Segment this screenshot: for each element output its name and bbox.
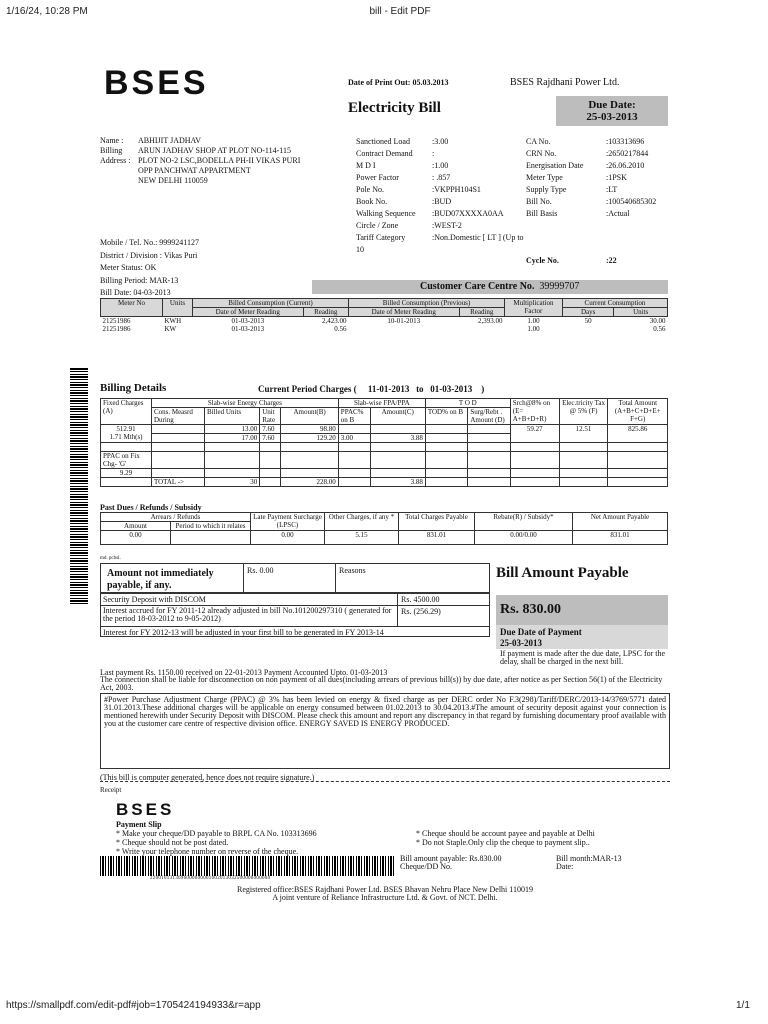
account-key: CRN No. xyxy=(526,149,557,158)
total-units: 30 xyxy=(205,478,260,487)
rebate-value: 0.00/0.00 xyxy=(475,531,573,545)
connection-key: Circle / Zone xyxy=(356,221,399,230)
slip-bill-month: Bill month:MAR-13 xyxy=(556,854,622,863)
security-deposit-box xyxy=(100,593,490,637)
th-prev-reading: Reading xyxy=(459,308,504,317)
connection-value: :VKPPH104S1 xyxy=(432,185,481,194)
interest-value-1: Rs. (256.29) xyxy=(401,607,441,616)
connection-key: Walking Sequence xyxy=(356,209,416,218)
connection-key: Contract Demand xyxy=(356,149,413,158)
account-value: :2650217844 xyxy=(606,149,649,158)
meter-row xyxy=(101,325,668,333)
r1-amount: 98.80 xyxy=(281,425,338,434)
connection-row xyxy=(356,196,526,208)
interest-note-2: Interest for FY 2012-13 will be adjusted in your first bill to be generated in FY 2013-14 xyxy=(103,628,384,637)
slip-line-1: * Make your cheque/DD payable to BRPL CA No. 103313696 xyxy=(116,829,317,838)
total-value: 825.86 xyxy=(608,425,668,443)
other-value: 5.15 xyxy=(325,531,399,545)
srch-value: 59.27 xyxy=(510,425,559,443)
due-date-box xyxy=(556,96,668,126)
due-date-payment-value: 25-03-2013 xyxy=(500,638,542,648)
payment-barcode xyxy=(100,856,396,876)
account-row xyxy=(526,160,671,172)
connection-row xyxy=(356,232,526,256)
th-amount-c: Amount(C) xyxy=(370,408,425,425)
slip-amount: Bill amount payable: Rs.830.00 xyxy=(400,854,502,863)
meter-cell-mf: 1.00 xyxy=(527,317,540,325)
meter-cell-cread: 0.56 xyxy=(334,325,347,333)
bill-amount-payable-title: Bill Amount Payable xyxy=(496,565,629,581)
account-value: :100540685302 xyxy=(606,197,657,206)
billing-line: ARUN JADHAV SHOP AT PLOT NO-114-115 xyxy=(138,146,291,155)
r2-billed: 17.00 xyxy=(205,434,260,443)
th-total-amount: Total Amount (A+B+C+D+E+ F+G) xyxy=(608,399,668,425)
address-line-1: PLOT NO-2 LSC,BODELLA PH-II VIKAS PURI xyxy=(138,156,301,165)
th-meter-no: Meter No xyxy=(101,299,163,317)
mobile-value: 9999241127 xyxy=(159,238,199,247)
meter-status-value: OK xyxy=(144,263,157,272)
disconnection-notice: The connection shall be liable for disconnection on non payment of all dues(including arrears of previous bill(s)) by due date, after notice as per Section 56(1) of the Electricity Act, 2003. xyxy=(100,675,663,692)
arrears-amount: 0.00 xyxy=(101,531,171,545)
account-details xyxy=(526,136,671,220)
total-label: TOTAL -> xyxy=(151,478,204,487)
bill-amount-value: Rs. 830.00 xyxy=(496,595,668,625)
computer-generated-note: (This bill is computer generated, hence does not require signature.) xyxy=(100,773,315,782)
meter-cell-unit: KWH xyxy=(164,317,182,325)
th-slab-fpa: Slab-wise FPA/PPA xyxy=(338,399,425,408)
connection-key: Tariff Category xyxy=(356,233,406,242)
th-billed-previous: Billed Consumption (Previous) xyxy=(348,299,504,308)
print-title: bill - Edit PDF xyxy=(369,6,431,17)
connection-row xyxy=(356,172,526,184)
connection-row xyxy=(356,220,526,232)
due-date-value: 25-03-2013 xyxy=(586,111,638,123)
print-date-label: Date of Print Out: xyxy=(348,78,411,87)
th-slab-energy: Slab-wise Energy Charges xyxy=(151,399,338,408)
account-row xyxy=(526,172,671,184)
th-other: Other Charges, if any * xyxy=(325,513,399,531)
company-name: BSES Rajdhani Power Ltd. xyxy=(510,77,620,88)
mobile-label: Mobile / Tel. No.: xyxy=(100,238,158,247)
connection-value: :WEST-2 xyxy=(432,221,462,230)
cut-line xyxy=(100,781,670,782)
th-surg: Surg/Rebt . Amount (D) xyxy=(468,408,510,425)
meter-table xyxy=(100,298,668,333)
account-row xyxy=(526,148,671,160)
meter-cell-meter: 21251986 xyxy=(102,317,131,325)
meter-cell-pdate xyxy=(348,325,459,333)
th-days: Days xyxy=(562,308,613,317)
account-key: Supply Type xyxy=(526,185,567,194)
billing-details-table xyxy=(100,398,668,487)
connection-value: :Non.Domestic [ LT ] (Up to 10 xyxy=(356,233,524,254)
meter-status-label: Meter Status: xyxy=(100,263,143,272)
connection-key: Sanctioned Load xyxy=(356,137,410,146)
th-fixed: Fixed Charges (A) xyxy=(101,399,152,425)
meter-cell-meter: 21251986 xyxy=(102,325,131,333)
connection-details xyxy=(356,136,526,256)
th-prev-date: Date of Meter Reading xyxy=(348,308,459,317)
th-tod-b: TOD% on B xyxy=(425,408,467,425)
meter-cell-units: 0.56 xyxy=(653,325,666,333)
sd-label: Security Deposit with DISCOM xyxy=(103,595,206,604)
account-value: :103313696 xyxy=(606,137,645,146)
meter-cell-unit: KW xyxy=(164,325,177,333)
fixed-charges xyxy=(101,425,152,443)
th-ppac: PPAC% on B xyxy=(338,408,370,425)
meter-cell-pread: 2,393.00 xyxy=(477,317,503,325)
ppac-notice: #Power Purchase Adjustment Charge (PPAC) @ 3% has been levied on energy & fixed charge as per DERC order No F.3(298)/Tariff/DERC/2013-14/3769/5771 dated 31.01.2013.These additional charges will be applicable on energy consumed between 01.02.2013 to 30.04.2013.#The amount of security deposit against your connection is mentioned herewith under Security Deposit with DISCOM. Please check this amount and report any discrepancy in that regard by furnishing documentary proof available with you at the customer care centre of respective division office. ENERGY SAVED IS ENERGY PRODUCED. xyxy=(100,693,670,769)
cycle-value: :22 xyxy=(606,256,617,265)
registered-office: Registered office:BSES Rajdhani Power Ltd. BSES Bhavan Nehru Place New Delhi 110019 xyxy=(237,885,533,894)
account-key: Energisation Date xyxy=(526,161,584,170)
not-immediate-amount: Rs. 0.00 xyxy=(247,566,274,575)
slip-right-2: * Do not Staple.Only clip the cheque to payment slip.. xyxy=(416,838,590,847)
customer-info xyxy=(100,136,350,186)
total-charges-value: 831.01 xyxy=(399,531,475,545)
barcode-text: 2200101313696000000001002013032500000000000 xyxy=(150,876,271,881)
past-dues-title: Past Dues / Refunds / Subsidy xyxy=(100,503,202,512)
connection-row xyxy=(356,208,526,220)
th-tod: T O D xyxy=(425,399,510,408)
print-datetime: 1/16/24, 10:28 PM xyxy=(6,6,88,17)
account-key: Meter Type xyxy=(526,173,563,182)
th-cons: Cons. Measrd During xyxy=(151,408,204,425)
r2-ppac: 3.00 xyxy=(338,434,370,443)
meter-row xyxy=(101,317,668,326)
th-rebate: Rebate(R) / Subsidy* xyxy=(475,513,573,531)
th-total-charges: Total Charges Payable xyxy=(399,513,475,531)
meter-cell-days: 50 xyxy=(584,317,592,325)
fixed-amount: 512.91 xyxy=(116,425,136,433)
due-date-label: Due Date: xyxy=(588,99,636,111)
meter-cell-units: 30.00 xyxy=(649,317,666,325)
interest-note-1: Interest accrued for FY 2011-12 already adjusted in bill No.101200297310 ( generated for the period 18-03-2012 to 9-05-2012) xyxy=(103,606,392,623)
total-b: 228.00 xyxy=(281,478,338,487)
print-url[interactable]: https://smallpdf.com/edit-pdf#job=1705424194933&r=app xyxy=(6,1000,261,1011)
lpsc-value: 0.00 xyxy=(251,531,325,545)
th-net: Net Amount Payable xyxy=(573,513,668,531)
th-unit-rate: Unit Rate xyxy=(260,408,281,425)
connection-key: Book No. xyxy=(356,197,388,206)
care-label: Customer Care Centre No. xyxy=(420,281,535,292)
district-value: Vikas Puri xyxy=(163,250,198,260)
th-cur-date: Date of Meter Reading xyxy=(193,308,304,317)
account-row xyxy=(526,196,671,208)
bill-title: Electricity Bill xyxy=(348,100,441,116)
meter-cell-cdate: 01-03-2013 xyxy=(231,325,265,333)
slip-logo: BSES xyxy=(116,800,175,819)
th-srch: Srch@8% on (E= A+B+D+R) xyxy=(510,399,559,425)
slip-line-3: * Write your telephone number on reverse of the cheque. xyxy=(116,847,299,856)
care-number: 39999707 xyxy=(539,281,580,292)
connection-value: :3.00 xyxy=(432,137,449,146)
connection-value: :BUD07XXXXA0AA xyxy=(432,209,504,218)
account-value: :1PSK xyxy=(606,173,627,182)
th-arrears: Arrears / Refunds xyxy=(101,513,251,522)
connection-row xyxy=(356,184,526,196)
billing-period-label: Billing Period: xyxy=(100,275,148,285)
connection-value: : .857 xyxy=(432,173,451,182)
th-mult-factor: Multiplication Factor xyxy=(504,299,562,317)
fixed-months: 1.71 Mth(s) xyxy=(109,433,143,441)
connection-row xyxy=(356,148,526,160)
th-amount: Amount xyxy=(101,522,171,531)
th-period: Period to which it relates xyxy=(171,522,251,531)
account-row xyxy=(526,208,671,220)
lpsc-note: If payment is made after the due date, LPSC for the delay, shall be charged in the next bill. xyxy=(500,649,666,666)
not-immediate-box xyxy=(100,563,490,593)
joint-venture: A joint venture of Reliance Infrastructure Ltd. & Govt. of NCT. Delhi. xyxy=(272,893,498,902)
meter-cell-cdate: 01-03-2013 xyxy=(231,317,265,325)
th-amount-b: Amount(B) xyxy=(281,408,338,425)
address-label: Address : xyxy=(100,156,131,165)
cycle-no xyxy=(526,256,617,265)
bill-date-label: Bill Date: xyxy=(100,288,132,297)
tiny-note: md. pcbsl. xyxy=(100,556,121,561)
ppac-label: PPAC on Fix Chg- 'G' xyxy=(101,452,152,469)
th-lpsc: Late Payment Surcharge (LPSC) xyxy=(251,513,325,531)
connection-key: Power Factor xyxy=(356,173,399,182)
account-row xyxy=(526,136,671,148)
customer-name: ABHIJIT JADHAV xyxy=(138,136,202,145)
meter-cell-days xyxy=(562,325,613,333)
account-key: Bill Basis xyxy=(526,209,558,218)
total-c: 3.88 xyxy=(370,478,425,487)
print-date xyxy=(348,78,448,87)
account-value: :LT xyxy=(606,185,618,194)
th-units: Units xyxy=(163,299,193,317)
connection-row xyxy=(356,136,526,148)
connection-value: :BUD xyxy=(432,197,452,206)
meter-cell-pdate: 10-01-2013 xyxy=(387,317,421,325)
sd-value: Rs. 4500.00 xyxy=(401,595,440,604)
past-dues-table xyxy=(100,512,668,545)
billing-period-range: Current Period Charges ( 11-01-2013 to 01-03-2013 ) xyxy=(258,384,485,394)
account-key: Bill No. xyxy=(526,197,552,206)
payment-slip-title: Payment Slip xyxy=(116,820,162,829)
r2-amount: 129.20 xyxy=(281,434,338,443)
address-line-3: NEW DELHI 110059 xyxy=(138,176,208,185)
slip-line-2: * Cheque should not be post dated. xyxy=(116,838,229,847)
slip-cheque: Cheque/DD No. xyxy=(400,862,452,871)
th-elec-tax: Elec.tricity Tax @ 5% (F) xyxy=(559,399,608,425)
r2-rate: 7.60 xyxy=(260,434,281,443)
r1-billed: 13.00 xyxy=(205,425,260,434)
billing-details-title: Billing Details xyxy=(100,382,167,394)
district-label: District / Division : xyxy=(100,250,162,260)
cycle-label: Cycle No. xyxy=(526,256,559,265)
meter-cell-mf: 1.00 xyxy=(527,325,540,333)
etax-value: 12.51 xyxy=(559,425,608,443)
last-payment: Last payment Rs. 1150.00 received on 22-01-2013 Payment Accounted Upto. 01-03-2013 xyxy=(100,668,388,677)
account-key: CA No. xyxy=(526,137,551,146)
connection-key: M D I xyxy=(356,161,376,170)
ppac-value: 9.29 xyxy=(101,469,152,478)
address-line-2: OPP PANCHWAT APPARTMENT xyxy=(138,166,251,175)
connection-key: Pole No. xyxy=(356,185,384,194)
th-billed-units: Billed Units xyxy=(205,408,260,425)
th-current-consumption: Current Consumption xyxy=(562,299,667,308)
account-value: :Actual xyxy=(606,209,630,218)
account-row xyxy=(526,184,671,196)
due-date-payment-box xyxy=(496,625,668,649)
connection-row xyxy=(356,160,526,172)
meter-cell-pread xyxy=(459,325,504,333)
slip-date: Date: xyxy=(556,862,574,871)
th-billed-current: Billed Consumption (Current) xyxy=(193,299,349,308)
th-units2: Units xyxy=(614,308,668,317)
account-value: :26.06.2010 xyxy=(606,161,645,170)
r1-rate: 7.60 xyxy=(260,425,281,434)
reasons-label: Reasons xyxy=(339,566,366,575)
th-cur-reading: Reading xyxy=(303,308,348,317)
billing-label: Billing xyxy=(100,146,123,155)
side-barcode xyxy=(70,368,88,604)
r2-amount-c: 3.88 xyxy=(370,434,425,443)
bill-date-value: 04-03-2013 xyxy=(133,288,171,297)
connection-value: : xyxy=(432,149,435,158)
connection-value: :1.00 xyxy=(432,161,449,170)
not-immediate-label: Amount not immediately payable, if any. xyxy=(107,568,214,591)
slip-right-1: * Cheque should be account payee and payable at Delhi xyxy=(416,829,595,838)
print-page-number: 1/1 xyxy=(736,1000,750,1011)
customer-care-bar xyxy=(312,280,668,294)
receipt-label: Receipt xyxy=(100,786,122,794)
name-label: Name : xyxy=(100,136,124,145)
print-date-value: 05.03.2013 xyxy=(412,78,449,87)
meter-cell-cread: 2,423.00 xyxy=(321,317,347,325)
net-value: 831.01 xyxy=(573,531,668,545)
bses-logo: BSES xyxy=(104,64,209,102)
billing-period-value: MAR-13 xyxy=(149,275,179,285)
due-date-payment-label: Due Date of Payment xyxy=(500,627,582,637)
